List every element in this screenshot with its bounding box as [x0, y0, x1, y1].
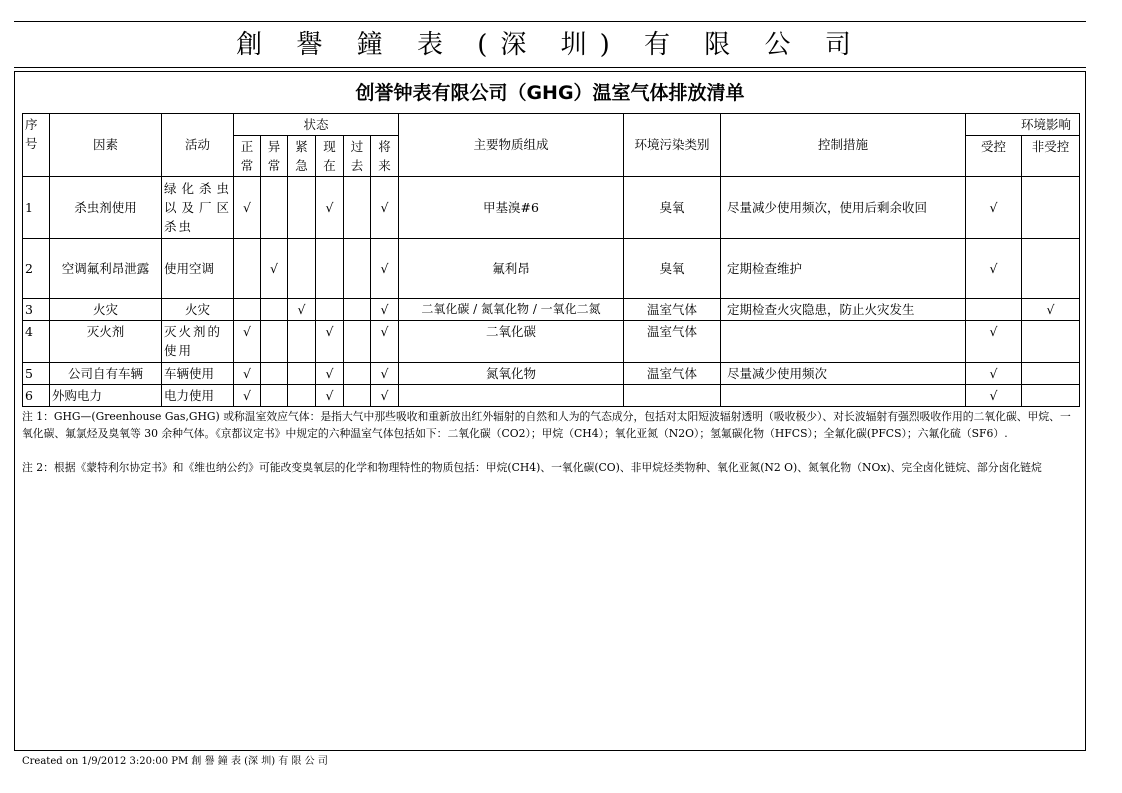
impact-uncontrolled-mark — [1022, 385, 1080, 407]
impact-controlled-mark: √ — [966, 363, 1022, 385]
table-row — [23, 363, 1080, 385]
row-control: 尽量减少使用频次，使用后剩余收回 — [721, 177, 966, 239]
status-present-header: 现在 — [316, 136, 344, 177]
document-title: 创誉钟表有限公司（GHG）温室气体排放清单 — [355, 82, 745, 104]
row-control: 定期检查维护 — [721, 239, 966, 299]
note-2: 注 2：根据《蒙特利尔协定书》和《维也纳公约》可能改变臭氧层的化学和物理特性的物质包括：甲烷(CH4)、一氧化碳(CO)、非甲烷烃类物种、氧化亚氮(N2 O)、氮氧化物（NOx)、完全卤化链烷、部分卤化链烷 — [22, 461, 1042, 474]
status-normal-header: 正常 — [234, 136, 261, 177]
status-abnormal-mark — [261, 321, 288, 363]
impact-uncontrolled-mark — [1022, 321, 1080, 363]
status-abnormal-mark — [261, 363, 288, 385]
status-past-mark — [344, 385, 371, 407]
row-material: 二氧化碳 — [399, 321, 624, 363]
status-normal-mark: √ — [234, 321, 261, 363]
row-control — [721, 321, 966, 363]
impact-controlled-mark — [966, 299, 1022, 321]
row-material: 氮氧化物 — [399, 363, 624, 385]
table-row — [23, 177, 1080, 239]
impact-uncontrolled-header: 非受控 — [1022, 136, 1080, 177]
status-normal-mark: √ — [234, 385, 261, 407]
status-present-mark — [316, 239, 344, 299]
status-past-mark — [344, 363, 371, 385]
status-normal-mark: √ — [234, 177, 261, 239]
row-factor: 外购电力 — [50, 385, 162, 407]
status-future-mark: √ — [371, 321, 399, 363]
status-emergency-mark — [288, 239, 316, 299]
impact-controlled-mark: √ — [966, 239, 1022, 299]
col-impact-header: 环境影响 — [966, 114, 1080, 136]
status-present-mark: √ — [316, 177, 344, 239]
status-past-mark — [344, 177, 371, 239]
company-header: 創 譽 鐘 表 (深 圳) 有 限 公 司 — [236, 30, 864, 60]
col-pollution-header: 环境污染类别 — [624, 114, 721, 177]
row-activity: 火灾 — [162, 299, 234, 321]
emission-inventory-table — [22, 113, 1080, 407]
row-seq: 3 — [23, 299, 50, 321]
status-past-mark — [344, 321, 371, 363]
row-activity: 使用空调 — [162, 239, 234, 299]
header-row — [23, 114, 1080, 136]
status-past-header: 过去 — [344, 136, 371, 177]
row-material: 甲基溴#6 — [399, 177, 624, 239]
status-future-mark: √ — [371, 363, 399, 385]
col-status-header: 状态 — [234, 114, 399, 136]
impact-uncontrolled-mark: √ — [1022, 299, 1080, 321]
table-row — [23, 239, 1080, 299]
row-factor: 灭火剂 — [50, 321, 162, 363]
row-seq: 2 — [23, 239, 50, 299]
row-seq: 5 — [23, 363, 50, 385]
header-bottom-rule — [14, 67, 1086, 68]
col-control-header: 控制措施 — [721, 114, 966, 177]
row-activity: 电力使用 — [162, 385, 234, 407]
status-present-mark — [316, 299, 344, 321]
status-abnormal-mark — [261, 299, 288, 321]
col-seq-header: 序号 — [23, 114, 50, 177]
impact-controlled-mark: √ — [966, 321, 1022, 363]
col-factor-header: 因素 — [50, 114, 162, 177]
row-control — [721, 385, 966, 407]
row-pollution: 温室气体 — [624, 299, 721, 321]
status-abnormal-mark — [261, 177, 288, 239]
row-factor: 杀虫剂使用 — [50, 177, 162, 239]
status-normal-mark: √ — [234, 363, 261, 385]
col-activity-header: 活动 — [162, 114, 234, 177]
status-past-mark — [344, 299, 371, 321]
row-factor: 火灾 — [50, 299, 162, 321]
status-normal-mark — [234, 299, 261, 321]
status-present-mark: √ — [316, 385, 344, 407]
row-material: 二氧化碳 / 氮氧化物 / 一氧化二氮 — [399, 299, 624, 321]
status-future-mark: √ — [371, 385, 399, 407]
row-factor: 公司自有车辆 — [50, 363, 162, 385]
table-row — [23, 321, 1080, 363]
row-activity: 灭火剂的使用 — [162, 321, 234, 363]
row-seq: 6 — [23, 385, 50, 407]
row-pollution: 温室气体 — [624, 321, 721, 363]
status-future-header: 将来 — [371, 136, 399, 177]
status-emergency-mark — [288, 363, 316, 385]
row-activity: 绿化杀虫以及厂区杀虫 — [162, 177, 234, 239]
row-control: 定期检查火灾隐患，防止火灾发生 — [721, 299, 966, 321]
row-control: 尽量减少使用频次 — [721, 363, 966, 385]
status-future-mark: √ — [371, 239, 399, 299]
impact-uncontrolled-mark — [1022, 177, 1080, 239]
row-pollution — [624, 385, 721, 407]
impact-uncontrolled-mark — [1022, 239, 1080, 299]
row-seq: 4 — [23, 321, 50, 363]
row-factor: 空调氟利昂泄露 — [50, 239, 162, 299]
table-row — [23, 385, 1080, 407]
status-emergency-mark — [288, 177, 316, 239]
row-pollution: 温室气体 — [624, 363, 721, 385]
row-material — [399, 385, 624, 407]
status-normal-mark — [234, 239, 261, 299]
row-material: 氟利昂 — [399, 239, 624, 299]
col-material-header: 主要物质组成 — [399, 114, 624, 177]
row-seq: 1 — [23, 177, 50, 239]
notes-section — [22, 408, 1079, 493]
footer-created-on: Created on 1/9/2012 3:20:00 PM 創 譽 鐘 表 (深 圳) 有 限 公 司 — [22, 756, 328, 767]
note-1: 注 1：GHG—(Greenhouse Gas,GHG) 或称温室效应气体：是指大气中那些吸收和重新放出红外辐射的自然和人为的气态成分，包括对太阳短波辐射透明（吸收极少）、对长波辐射有强烈吸收作用的二氧化碳、甲烷、一氧化碳、氟氯烃及臭氧等 30 余种气体。《京都议定书》中规定的六种温室气体包括如下：二氧化碳（CO2）；甲烷（CH4）；氧化亚氮（N2O）；氢氟碳化物（HFCS）；全氟化碳(PFCS）；六氟化硫（SF6）. — [22, 410, 1071, 440]
status-emergency-mark: √ — [288, 299, 316, 321]
header-top-rule — [14, 21, 1086, 22]
table-row — [23, 299, 1080, 321]
impact-uncontrolled-mark — [1022, 363, 1080, 385]
status-abnormal-header: 异常 — [261, 136, 288, 177]
impact-controlled-header: 受控 — [966, 136, 1022, 177]
impact-controlled-mark: √ — [966, 177, 1022, 239]
status-past-mark — [344, 239, 371, 299]
row-pollution: 臭氧 — [624, 239, 721, 299]
row-pollution: 臭氧 — [624, 177, 721, 239]
status-future-mark: √ — [371, 177, 399, 239]
status-emergency-mark — [288, 321, 316, 363]
status-future-mark: √ — [371, 299, 399, 321]
impact-controlled-mark: √ — [966, 385, 1022, 407]
row-activity: 车辆使用 — [162, 363, 234, 385]
status-present-mark: √ — [316, 321, 344, 363]
status-present-mark: √ — [316, 363, 344, 385]
status-abnormal-mark: √ — [261, 239, 288, 299]
status-abnormal-mark — [261, 385, 288, 407]
status-emergency-mark — [288, 385, 316, 407]
status-emergency-header: 紧急 — [288, 136, 316, 177]
